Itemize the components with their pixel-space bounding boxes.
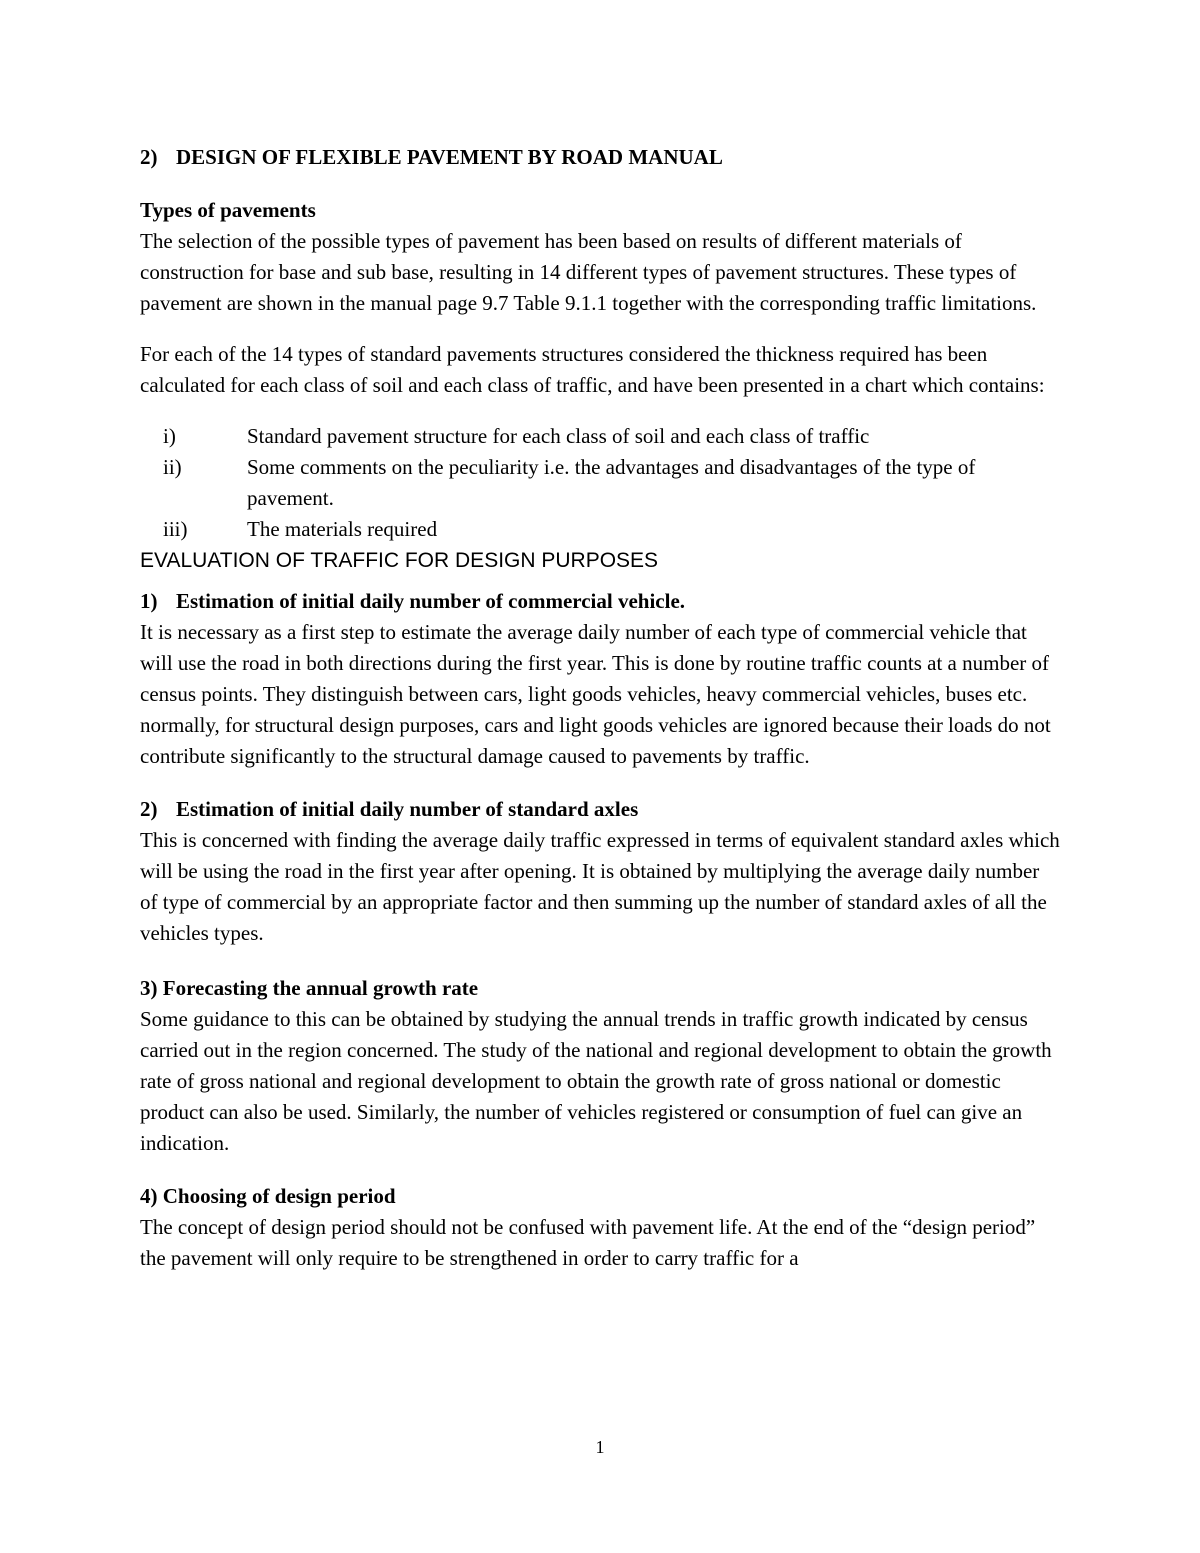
types-heading: Types of pavements — [140, 198, 316, 222]
section-title: Estimation of initial daily number of standard axles — [176, 797, 639, 821]
section-title: Forecasting the annual growth rate — [162, 976, 479, 1000]
chart-contents-list — [140, 421, 1060, 545]
section-heading — [140, 586, 1060, 617]
list-item — [140, 452, 1060, 514]
section-number: 3) — [140, 976, 158, 1000]
section-number: 1) — [140, 589, 158, 613]
list-item-text: Standard pavement structure for each class of soil and each class of traffic — [247, 424, 870, 448]
types-paragraph-1: The selection of the possible types of pavement has been based on results of different materials of construction for base and sub base, resulting in 14 different types of pavement structures. These types of pavement are shown in the manual page 9.7 Table 9.1.1 together with the corresponding traffic limitations. — [140, 229, 1037, 315]
section-body: Some guidance to this can be obtained by studying the annual trends in traffic growth indicated by census carried out in the region concerned. The study of the national and regional development to obtain the growth rate of gross national and regional development to obtain the growth rate of gross national or domestic product can also be used. Similarly, the number of vehicles registered or consumption of fuel can give an indication. — [140, 1007, 1052, 1155]
section-number: 2) — [140, 797, 158, 821]
section-number: 4) — [140, 1184, 158, 1208]
section-heading — [140, 794, 1060, 825]
list-item-text: Some comments on the peculiarity i.e. the advantages and disadvantages of the type of pavement. — [247, 455, 976, 510]
evaluation-heading: EVALUATION OF TRAFFIC FOR DESIGN PURPOSES — [140, 549, 659, 572]
title-text: DESIGN OF FLEXIBLE PAVEMENT BY ROAD MANUAL — [176, 145, 723, 169]
list-marker: ii) — [163, 455, 182, 479]
title-number: 2) — [140, 145, 158, 169]
section-body: It is necessary as a first step to estimate the average daily number of each type of commercial vehicle that will use the road in both directions during the first year. This is done by routine traffic counts at a number of census points. They distinguish between cars, light goods vehicles, heavy commercial vehicles, buses etc. normally, for structural design purposes, cars and light goods vehicles are ignored because their loads do not contribute significantly to the structural damage caused to pavements by traffic. — [140, 620, 1051, 768]
list-marker: iii) — [163, 517, 188, 541]
section-body: The concept of design period should not be confused with pavement life. At the end of the “design period” the pavement will only require to be strengthened in order to carry traffic for a — [140, 1215, 1036, 1270]
list-item — [140, 421, 1060, 452]
section-heading — [140, 973, 1060, 1004]
section-body: This is concerned with finding the average daily traffic expressed in terms of equivalent standard axles which will be using the road in the first year after opening. It is obtained by multiplying the average daily number of type of commercial by an appropriate factor and then summing up the number of standard axles of all the vehicles types. — [140, 828, 1060, 945]
section-title: Choosing of design period — [162, 1184, 396, 1208]
list-marker: i) — [163, 424, 176, 448]
list-item — [140, 514, 1060, 545]
section-heading — [140, 1181, 1060, 1212]
list-item-text: The materials required — [247, 517, 438, 541]
section-title: Estimation of initial daily number of commercial vehicle. — [176, 589, 686, 613]
page-number: 1 — [595, 1437, 605, 1457]
document-title — [140, 142, 1060, 173]
document-body — [140, 142, 1060, 1274]
types-paragraph-2: For each of the 14 types of standard pavements structures considered the thickness required has been calculated for each class of soil and each class of traffic, and have been presented in a chart which contains: — [140, 342, 1045, 397]
